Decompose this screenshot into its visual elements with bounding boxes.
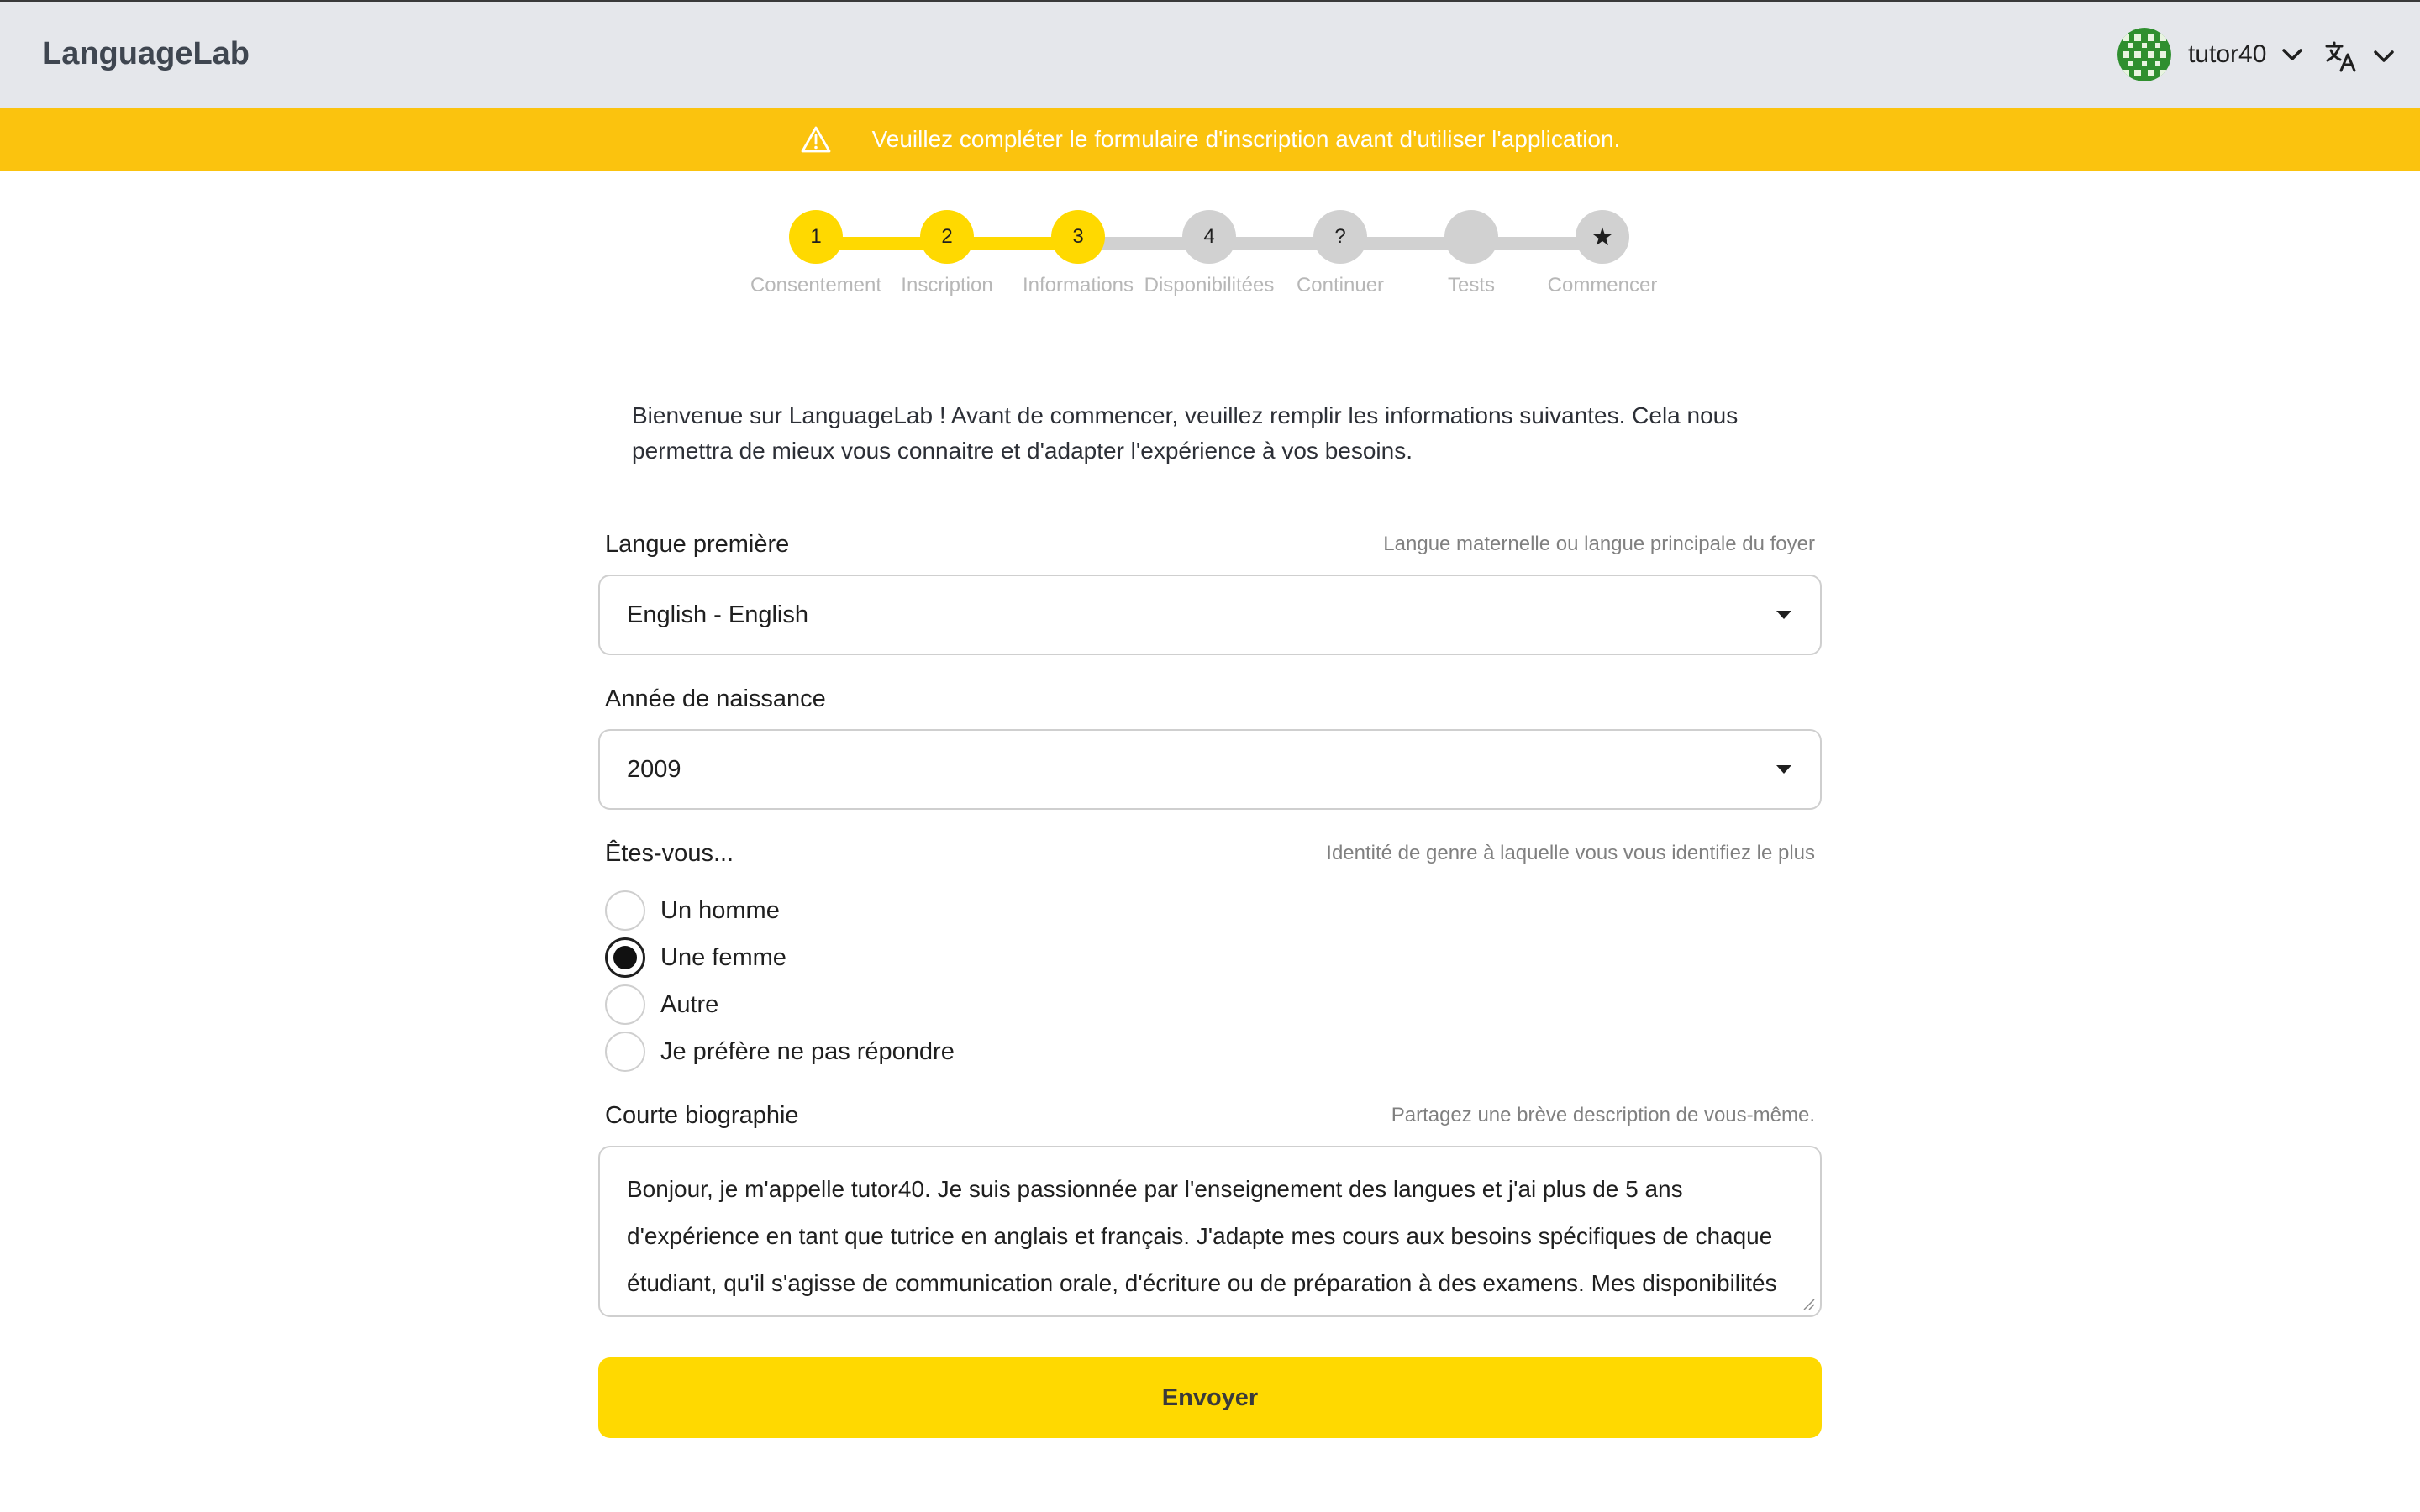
- gender-option-autre[interactable]: [605, 984, 718, 1025]
- step-consentement[interactable]: [749, 210, 883, 297]
- gender-option-femme[interactable]: [605, 937, 786, 978]
- first-language-label: Langue première: [605, 531, 790, 558]
- step-label: Disponibilitées: [1144, 274, 1275, 297]
- step-continuer[interactable]: [1273, 210, 1407, 297]
- step-label: Continuer: [1296, 274, 1385, 297]
- step-label: Inscription: [901, 274, 993, 297]
- banner-text: Veuillez compléter le formulaire d'inscription avant d'utiliser l'application.: [871, 126, 1621, 152]
- user-menu[interactable]: [2118, 27, 2303, 82]
- step-label: Commencer: [1547, 274, 1658, 297]
- language-menu[interactable]: [2324, 35, 2395, 77]
- step-marker: 3: [1051, 210, 1105, 264]
- step-marker: ?: [1313, 210, 1367, 264]
- step-label: Consentement: [750, 274, 882, 297]
- radio-button[interactable]: [605, 984, 645, 1025]
- progress-stepper: [0, 210, 2420, 302]
- caret-down-icon: [1776, 611, 1791, 619]
- star-icon: ★: [1576, 210, 1629, 264]
- step-informations[interactable]: [1011, 210, 1145, 297]
- birth-year-select[interactable]: [598, 729, 1822, 810]
- birth-year-value: 2009: [627, 756, 681, 783]
- step-label: Tests: [1447, 274, 1495, 297]
- gender-label: Êtes-vous...: [605, 840, 734, 867]
- step-marker: 2: [920, 210, 974, 264]
- bio-hint: Partagez une brève description de vous-même.: [1391, 1104, 1815, 1126]
- radio-label: Autre: [660, 990, 719, 1018]
- step-tests[interactable]: [1404, 210, 1539, 297]
- resize-handle-icon[interactable]: [1802, 1297, 1815, 1310]
- intro-text: Bienvenue sur LanguageLab ! Avant de commencer, veuillez remplir les informations suivantes. Cela nous permettra de mieux vous connaitre et d'adapter l'expérience à vos besoins.: [632, 402, 1739, 464]
- radio-button-checked[interactable]: [605, 937, 645, 978]
- radio-dot: [613, 946, 637, 969]
- step-commencer[interactable]: [1535, 210, 1670, 297]
- caret-down-icon: [1776, 765, 1791, 774]
- bio-text: Bonjour, je m'appelle tutor40. Je suis passionnée par l'enseignement des langues et j'ai plus de 5 ans d'expérience en tant que tutrice en anglais et français. J'adapte mes cours aux besoins spécifiques de chaque étudiant, qu'il s'agisse de communication orale, d'écriture ou de préparation à des examens. Mes disponibilités: [627, 1176, 1777, 1296]
- registration-warning-banner: [0, 108, 2420, 171]
- gender-option-no-answer[interactable]: [605, 1032, 955, 1072]
- first-language-hint: Langue maternelle ou langue principale du foyer: [1383, 533, 1815, 555]
- translate-icon: [2324, 39, 2358, 73]
- step-marker: 1: [789, 210, 843, 264]
- birth-year-label: Année de naissance: [605, 685, 826, 712]
- brand-logo[interactable]: LanguageLab: [42, 36, 250, 71]
- warning-icon: [800, 125, 832, 154]
- first-language-value: English - English: [627, 601, 808, 628]
- first-language-select[interactable]: [598, 575, 1822, 655]
- radio-label: Une femme: [660, 943, 786, 971]
- bio-label: Courte biographie: [605, 1102, 799, 1129]
- gender-hint: Identité de genre à laquelle vous vous identifiez le plus: [1326, 842, 1815, 864]
- radio-label: Je préfère ne pas répondre: [660, 1037, 955, 1065]
- submit-button[interactable]: Envoyer: [598, 1357, 1822, 1438]
- radio-label: Un homme: [660, 896, 780, 924]
- chevron-down-icon: [2281, 47, 2303, 62]
- step-inscription[interactable]: [880, 210, 1014, 297]
- avatar: [2118, 28, 2171, 81]
- step-marker: 4: [1182, 210, 1236, 264]
- step-marker: [1444, 210, 1498, 264]
- radio-button[interactable]: [605, 890, 645, 931]
- username: tutor40: [2188, 40, 2267, 68]
- chevron-down-icon: [2373, 49, 2395, 64]
- bio-textarea[interactable]: [598, 1146, 1822, 1317]
- radio-button[interactable]: [605, 1032, 645, 1072]
- app-header: [0, 0, 2420, 108]
- step-disponibilites[interactable]: [1142, 210, 1276, 297]
- gender-option-homme[interactable]: [605, 890, 780, 931]
- step-label: Informations: [1022, 274, 1134, 297]
